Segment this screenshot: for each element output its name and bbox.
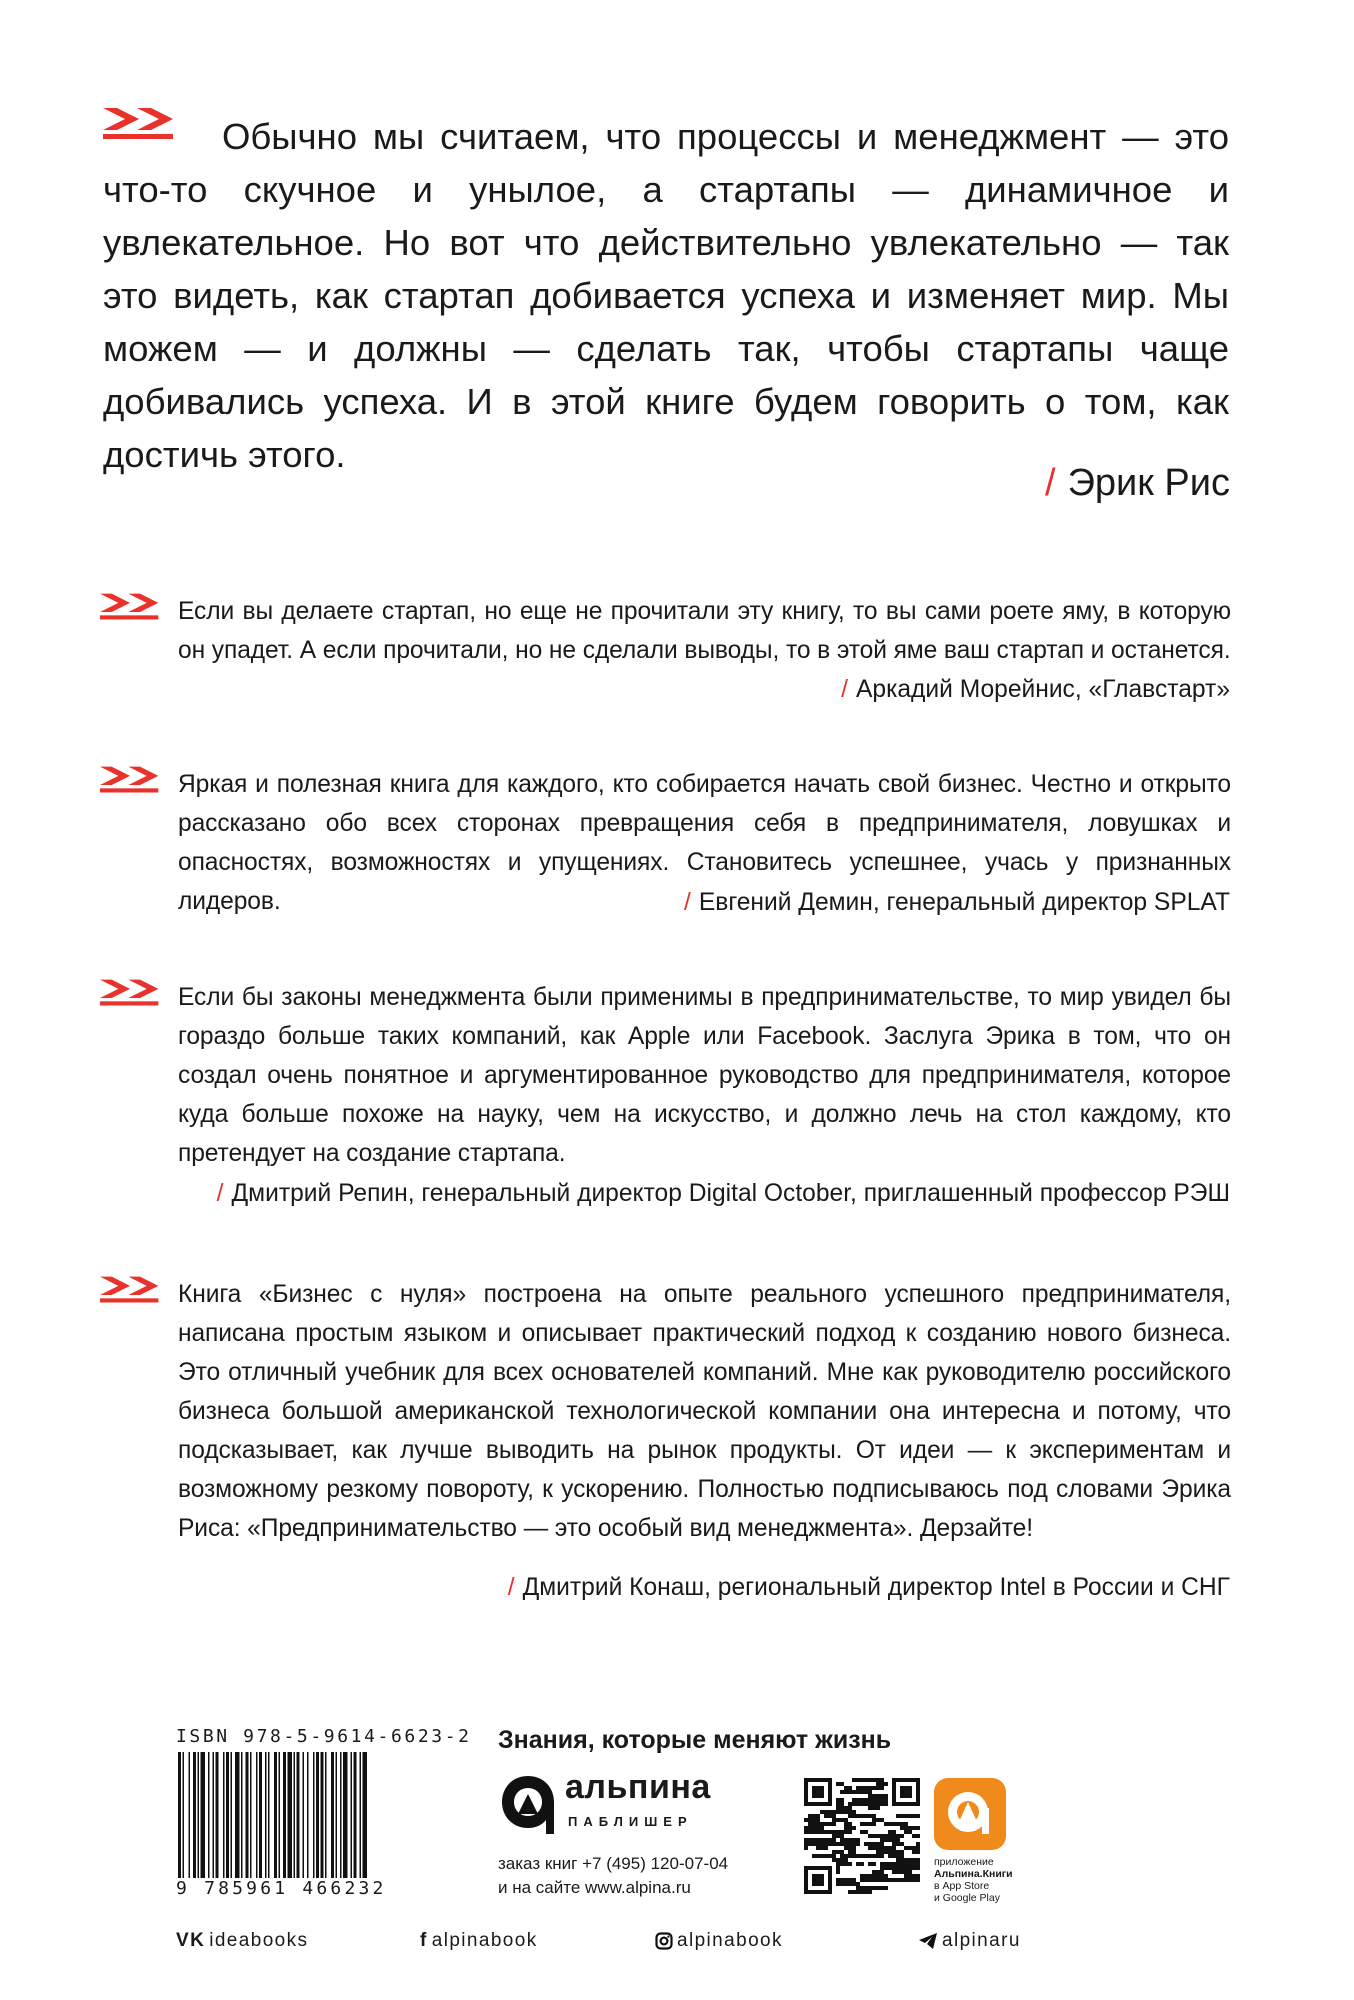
review-author-3: / Дмитрий Репин, генеральный директор Digital October, приглашенный профессор РЭШ: [216, 1180, 1230, 1207]
publisher-name: альпина: [565, 1768, 711, 1806]
review-author-4: / Дмитрий Конаш, региональный директор Intel в России и СНГ: [507, 1574, 1230, 1601]
double-chevron-icon: [100, 593, 160, 621]
barcode-number: 9 785961 466232: [176, 1878, 387, 1899]
social-telegram[interactable]: alpinaru: [918, 1930, 1021, 1952]
review-quote-3: Если бы законы менеджмента были применимы в предпринимательстве, то мир увидел бы гораздо больше таких компаний, как Apple или Facebook. Заслуга Эрика в том, что он создал очень понятное и аргументированное руководство для предпринимателя, которое куда больше похоже на науку, чем на искусство, и должно лечь на стол каждому, кто претендует на создание стартапа.: [178, 984, 1231, 1167]
telegram-icon: [918, 1932, 938, 1950]
double-chevron-icon: [100, 1276, 160, 1304]
isbn-label: ISBN 978-5-9614-6623-2: [176, 1726, 472, 1747]
review-quote-4: Книга «Бизнес с нуля» построена на опыте реального успешного предпринимателя, написана простым языком и описывает практический подход к созданию нового бизнеса. Это отличный учебник для всех основателей компаний. Мне как руководителю российского бизнеса большой американской технологической компании она интересна и потому, что подсказывает, как лучше выводить на рынок продукты. От идеи — к экспериментам и возможному резкому повороту, к ускорению. Полностью подписываюсь под словами Эрика Риса: «Предпринимательство — это особый вид менеджмента». Дерзайте!: [178, 1281, 1231, 1542]
social-instagram[interactable]: alpinabook: [655, 1930, 783, 1952]
double-chevron-icon: [100, 766, 160, 794]
order-site: и на сайте www.alpina.ru: [498, 1878, 691, 1897]
lead-quote-text: Обычно мы считаем, что процессы и менеджмент — это что-то скучное и унылое, а стартапы — динамичное и увлекательное. Но вот что действительно увлекательно — так это видеть, как стартап добивается успеха и изменяет мир. Мы можем — и должны — сделать так, чтобы стартапы чаще добивались успеха. И в этой книге будем говорить о том, как достичь этого.: [103, 116, 1229, 475]
app-icon: [934, 1778, 1006, 1850]
lead-quote: [103, 110, 1229, 481]
social-facebook[interactable]: f alpinabook: [420, 1930, 538, 1951]
vk-icon: VK: [176, 1930, 206, 1951]
app-promo-text: приложение Альпина.Книги в App Store и Google Play: [934, 1856, 1013, 1904]
review-quote-1: Если вы делаете стартап, но еще не прочитали эту книгу, то вы сами роете яму, в которую он упадет. А если прочитали, но не сделали выводы, то в этой яме ваш стартап и останется.: [178, 598, 1231, 664]
lead-quote-author: / Эрик Рис: [1045, 462, 1230, 504]
alpina-logo-icon: [500, 1774, 556, 1836]
review-author-2: / Евгений Демин, генеральный директор SPLAT: [684, 889, 1230, 916]
instagram-icon: [655, 1932, 673, 1950]
double-chevron-icon: [100, 979, 160, 1007]
social-vk[interactable]: VK ideabooks: [176, 1930, 309, 1951]
review-author-1: / Аркадий Морейнис, «Главстарт»: [841, 676, 1230, 703]
publisher-subtitle: ПАБЛИШЕР: [568, 1814, 693, 1829]
barcode: [178, 1752, 438, 1878]
tagline: Знания, которые меняют жизнь: [498, 1726, 892, 1754]
app-logo-icon: [934, 1778, 1006, 1850]
order-info: [498, 1852, 728, 1900]
qr-code-icon: [804, 1778, 920, 1894]
order-phone: заказ книг +7 (495) 120-07-04: [498, 1854, 729, 1873]
review-quote-2: Яркая и полезная книга для каждого, кто собирается начать свой бизнес. Честно и открыто рассказано обо всех сторонах превращения себя в предпринимателя, ловушках и опасностях, возможностях и упущениях. Становитесь успешнее, учась у признанных лидеров.: [178, 771, 1231, 915]
facebook-icon: f: [420, 1930, 428, 1951]
